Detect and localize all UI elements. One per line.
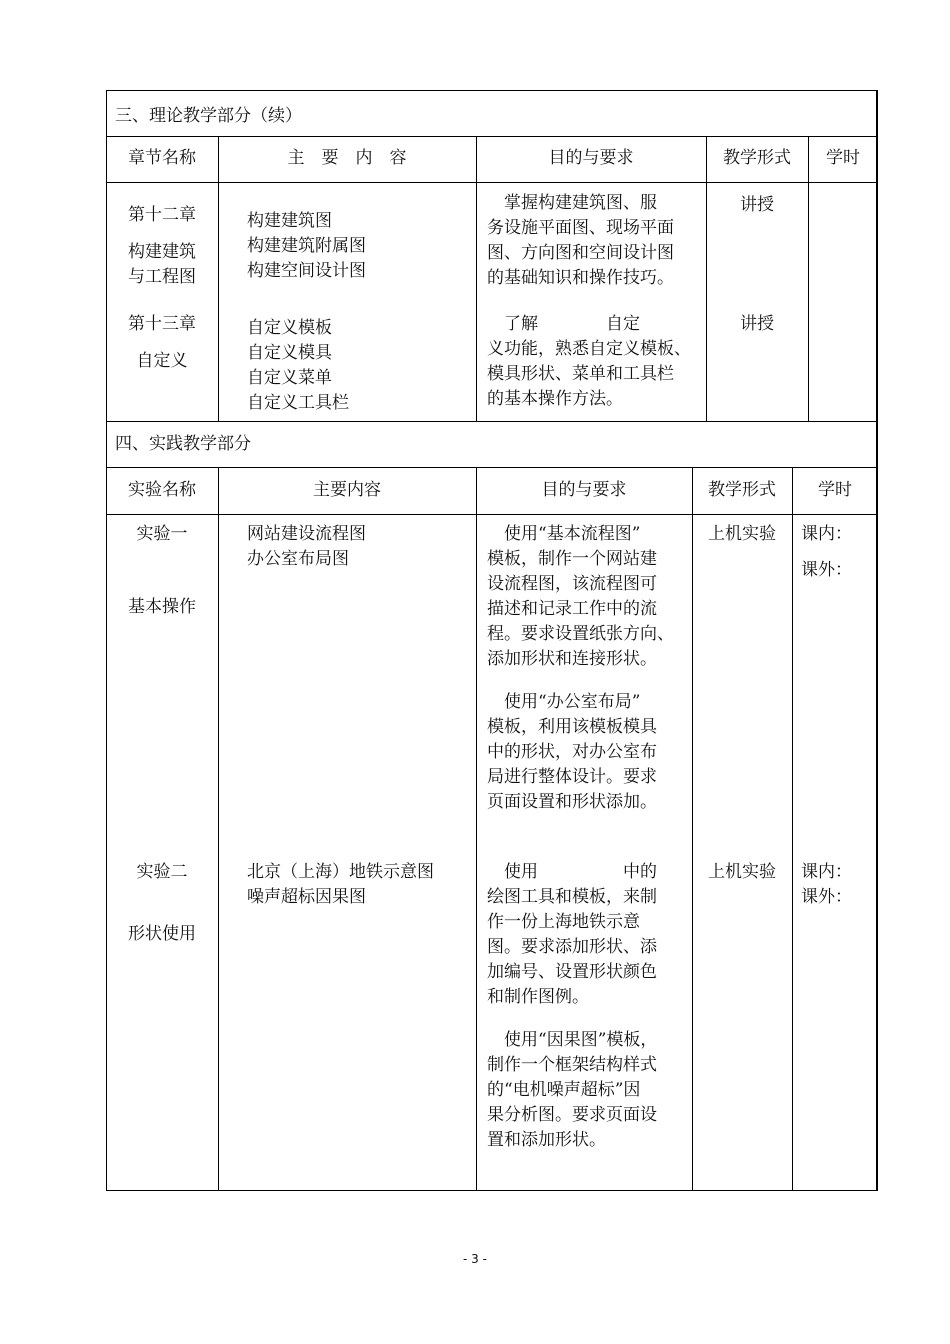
content-line: 网站建设流程图 <box>247 524 366 544</box>
purpose-line: 掌握构建建筑图、服 <box>487 193 657 213</box>
header-chapter: 章节名称 <box>128 148 196 168</box>
purpose-line: 了解 自定 <box>487 314 640 334</box>
purpose-line: 中的形状，对办公室布 <box>487 742 657 762</box>
purpose-line: 置和添加形状。 <box>487 1130 606 1150</box>
purpose-line: 局进行整体设计。要求 <box>487 767 657 787</box>
column-divider <box>808 136 809 421</box>
header-purpose: 目的与要求 <box>541 480 627 500</box>
content-line: 北京（上海）地铁示意图 <box>247 862 434 882</box>
header-form: 教学形式 <box>723 148 791 168</box>
purpose-line: 使用 中的 <box>487 862 657 882</box>
chapter-name-line: 构建建筑 <box>128 242 196 262</box>
column-divider <box>476 136 477 421</box>
column-divider <box>218 467 219 1191</box>
teaching-form: 上机实验 <box>708 524 776 544</box>
header-purpose: 目的与要求 <box>548 148 634 168</box>
purpose-line: 的“电机噪声超标”因 <box>487 1080 641 1100</box>
content-line: 构建建筑图 <box>247 211 332 231</box>
teaching-form: 讲授 <box>740 314 774 334</box>
header-experiment: 实验名称 <box>128 480 196 500</box>
header-form: 教学形式 <box>708 480 776 500</box>
purpose-line: 的基础知识和操作技巧。 <box>487 268 674 288</box>
header-hours: 学时 <box>818 480 852 500</box>
page-number: - 3 - <box>463 1252 487 1266</box>
hours-line: 课外： <box>801 560 852 580</box>
content-line: 办公室布局图 <box>247 549 349 569</box>
content-line: 构建建筑附属图 <box>247 236 366 256</box>
content-line: 构建空间设计图 <box>247 261 366 281</box>
purpose-line: 务设施平面图、现场平面 <box>487 218 674 238</box>
purpose-line: 绘图工具和模板，来制 <box>487 887 657 907</box>
teaching-form: 讲授 <box>740 195 774 215</box>
row-divider <box>106 182 878 183</box>
purpose-line: 添加形状和连接形状。 <box>487 649 657 669</box>
header-content: 主 要 内 容 <box>287 148 407 168</box>
experiment-name-line: 形状使用 <box>128 924 196 944</box>
purpose-line: 描述和记录工作中的流 <box>487 599 657 619</box>
purpose-line: 义功能，熟悉自定义模板、 <box>487 339 691 359</box>
chapter-name-line: 与工程图 <box>128 267 196 287</box>
column-divider <box>792 467 793 1191</box>
row-divider <box>106 467 878 468</box>
content-line: 自定义工具栏 <box>247 393 349 413</box>
column-divider <box>476 467 477 1191</box>
purpose-line: 模具形状、菜单和工具栏 <box>487 364 674 384</box>
experiment-name-line: 基本操作 <box>128 597 196 617</box>
section-title: 三、理论教学部分（续） <box>115 106 302 126</box>
purpose-line: 的基本操作方法。 <box>487 389 623 409</box>
header-content: 主要内容 <box>313 480 381 500</box>
content-line: 自定义模板 <box>247 318 332 338</box>
hours-line: 课外： <box>801 887 852 907</box>
purpose-line: 模板，利用该模板模具 <box>487 717 657 737</box>
column-divider <box>692 467 693 1191</box>
chapter-name-line: 自定义 <box>136 351 188 371</box>
column-divider <box>706 136 707 421</box>
purpose-line: 设流程图，该流程图可 <box>487 574 657 594</box>
chapter-name-line: 第十三章 <box>128 314 196 334</box>
purpose-line: 使用“办公室布局” <box>487 692 641 712</box>
purpose-line: 和制作图例。 <box>487 987 589 1007</box>
section-title: 四、实践教学部分 <box>115 434 251 454</box>
purpose-line: 图。要求添加形状、添 <box>487 937 657 957</box>
row-divider <box>106 421 878 422</box>
experiment-name-line: 实验一 <box>136 524 188 544</box>
row-divider <box>106 514 878 515</box>
purpose-line: 模板，制作一个网站建 <box>487 549 657 569</box>
column-divider <box>218 136 219 421</box>
header-hours: 学时 <box>826 148 860 168</box>
content-line: 自定义模具 <box>247 343 332 363</box>
hours-line: 课内： <box>801 524 852 544</box>
row-divider <box>106 136 878 137</box>
content-line: 自定义菜单 <box>247 368 332 388</box>
purpose-line: 制作一个框架结构样式 <box>487 1055 657 1075</box>
purpose-line: 程。要求设置纸张方向、 <box>487 624 674 644</box>
purpose-line: 使用“基本流程图” <box>487 524 641 544</box>
purpose-line: 页面设置和形状添加。 <box>487 792 657 812</box>
teaching-form: 上机实验 <box>708 862 776 882</box>
purpose-line: 使用“因果图”模板， <box>487 1030 658 1050</box>
purpose-line: 作一份上海地铁示意 <box>487 912 640 932</box>
purpose-line: 图、方向图和空间设计图 <box>487 243 674 263</box>
experiment-name-line: 实验二 <box>136 862 188 882</box>
content-line: 噪声超标因果图 <box>247 887 366 907</box>
hours-line: 课内： <box>801 862 852 882</box>
purpose-line: 加编号、设置形状颜色 <box>487 962 657 982</box>
chapter-name-line: 第十二章 <box>128 205 196 225</box>
purpose-line: 果分析图。要求页面设 <box>487 1105 657 1125</box>
